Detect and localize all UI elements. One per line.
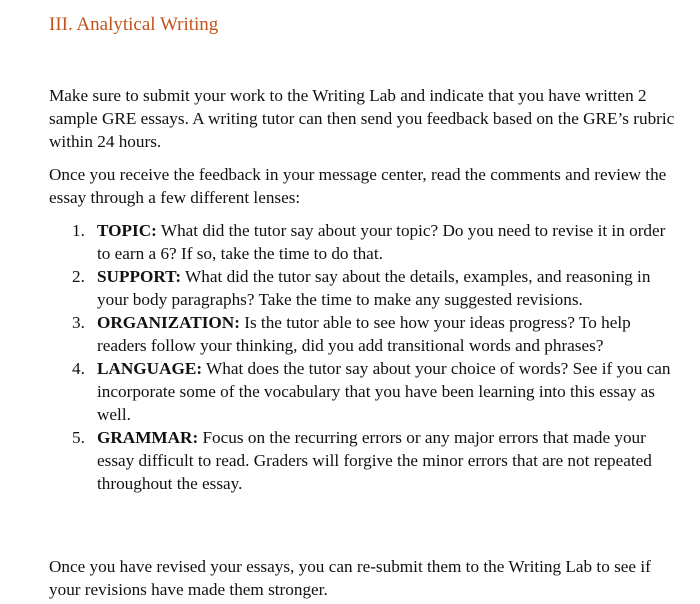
- list-item-grammar: [49, 426, 681, 495]
- list-item-topic: [49, 219, 681, 265]
- list-item-number: 2.: [72, 267, 85, 286]
- list-item-term: SUPPORT:: [97, 267, 182, 286]
- list-item-term: GRAMMAR:: [97, 428, 199, 447]
- section-heading: III. Analytical Writing: [49, 14, 219, 35]
- list-item-term: LANGUAGE:: [97, 359, 203, 378]
- review-paragraph: Once you receive the feedback in your message center, read the comments and review the essay through a few different lenses:: [49, 165, 667, 207]
- list-item-term: TOPIC:: [97, 221, 157, 240]
- list-item-text: What does the tutor say about your choice of words? See if you can incorporate some of the vocabulary that you have been learning into this essay as well.: [97, 359, 671, 424]
- list-item-language: [49, 357, 681, 426]
- lenses-list: [49, 219, 681, 495]
- list-item-text: Focus on the recurring errors or any major errors that made your essay difficult to read. Graders will forgive the minor errors that are not repeated throughout the essay.: [97, 428, 652, 493]
- list-item-organization: [49, 311, 681, 357]
- intro-paragraph: Make sure to submit your work to the Writing Lab and indicate that you have written 2 sample GRE essays. A writing tutor can then send you feedback based on the GRE’s rubric within 24 hours.: [49, 86, 675, 151]
- list-item-number: 1.: [72, 221, 85, 240]
- list-item-number: 3.: [72, 313, 85, 332]
- list-item-number: 4.: [72, 359, 85, 378]
- list-item-text: Is the tutor able to see how your ideas progress? To help readers follow your thinking, did you add transitional words and phrases?: [97, 313, 631, 355]
- list-item-text: What did the tutor say about your topic? Do you need to revise it in order to earn a 6? If so, take the time to do that.: [97, 221, 666, 263]
- list-item-support: [49, 265, 681, 311]
- list-item-number: 5.: [72, 428, 85, 447]
- closing-paragraph: Once you have revised your essays, you can re-submit them to the Writing Lab to see if your revisions have made them stronger.: [49, 557, 651, 599]
- list-item-text: What did the tutor say about the details, examples, and reasoning in your body paragraphs? Take the time to make any suggested revisions.: [97, 267, 651, 309]
- list-item-term: ORGANIZATION:: [97, 313, 240, 332]
